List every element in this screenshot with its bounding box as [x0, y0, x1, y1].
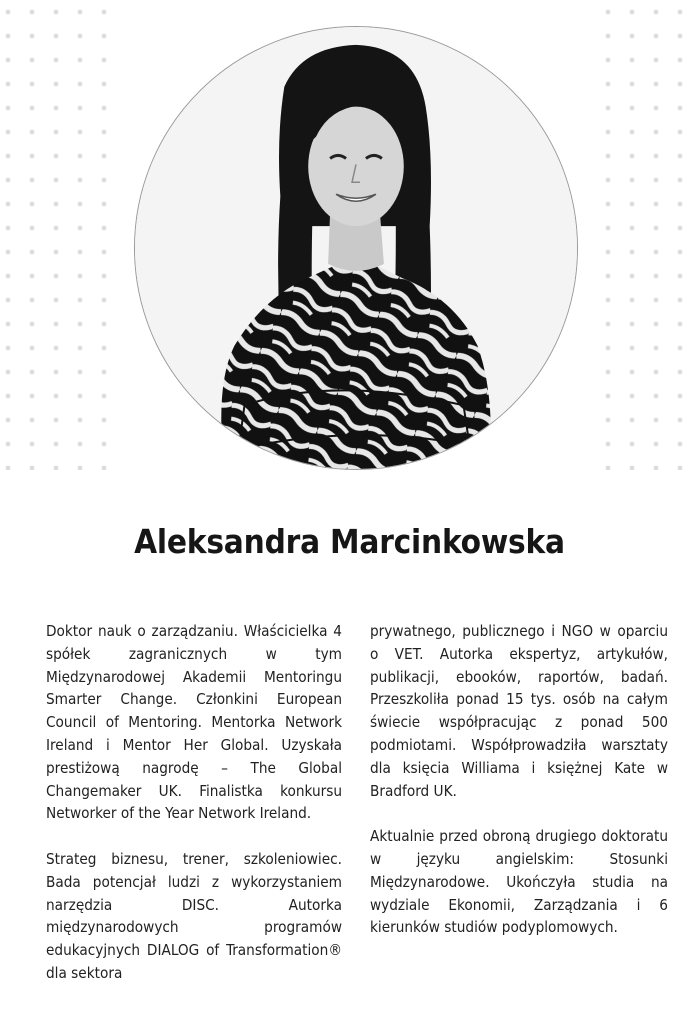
- bio-column-left: [46, 620, 342, 1008]
- bio-paragraph: Aktualnie przed obroną drugiego doktoratu w języku angielskim: Stosunki Międzynarodowe. Ukończyła studia na wydziale Ekonomii, Zarządzania i 6 kierunków studiów podyplomowych.: [370, 827, 668, 937]
- bio-paragraph: prywatnego, publicznego i NGO w oparciu o VET. Autorka ekspertyz, artykułów, publikacji, ebooków, raportów, badań. Przeszkoliła ponad 15 tys. osób na całym świecie współpracując z ponad 500 podmiotami. Współprowadziła warsztaty dla księcia Williama i księżnej Kate w Bradford UK.: [370, 622, 668, 800]
- bio-paragraph: Strateg biznesu, trener, szkoleniowiec. Bada potencjał ludzi z wykorzystaniem narzędzia DISC. Autorka międzynarodowych programów edukacyjnych DIALOG of Transformation® dla sektora: [46, 849, 342, 982]
- portrait-illustration: [135, 27, 577, 469]
- bio-paragraph: Doktor nauk o zarządzaniu. Właścicielka 4 spółek zagranicznych w tym Międzynarodowej Akademii Mentoringu Smarter Change. Członkini European Council of Mentoring. Mentorka Network Ireland i Mentor Her Global. Uzyskała prestiżową nagrodę – The Global Changemaker UK. Finalistka konkursu Networker of the Year Network Ireland.: [46, 622, 342, 823]
- person-name: Aleksandra Marcinkowska: [134, 522, 565, 561]
- portrait-photo: [134, 26, 578, 470]
- bio-column-right: [370, 620, 668, 962]
